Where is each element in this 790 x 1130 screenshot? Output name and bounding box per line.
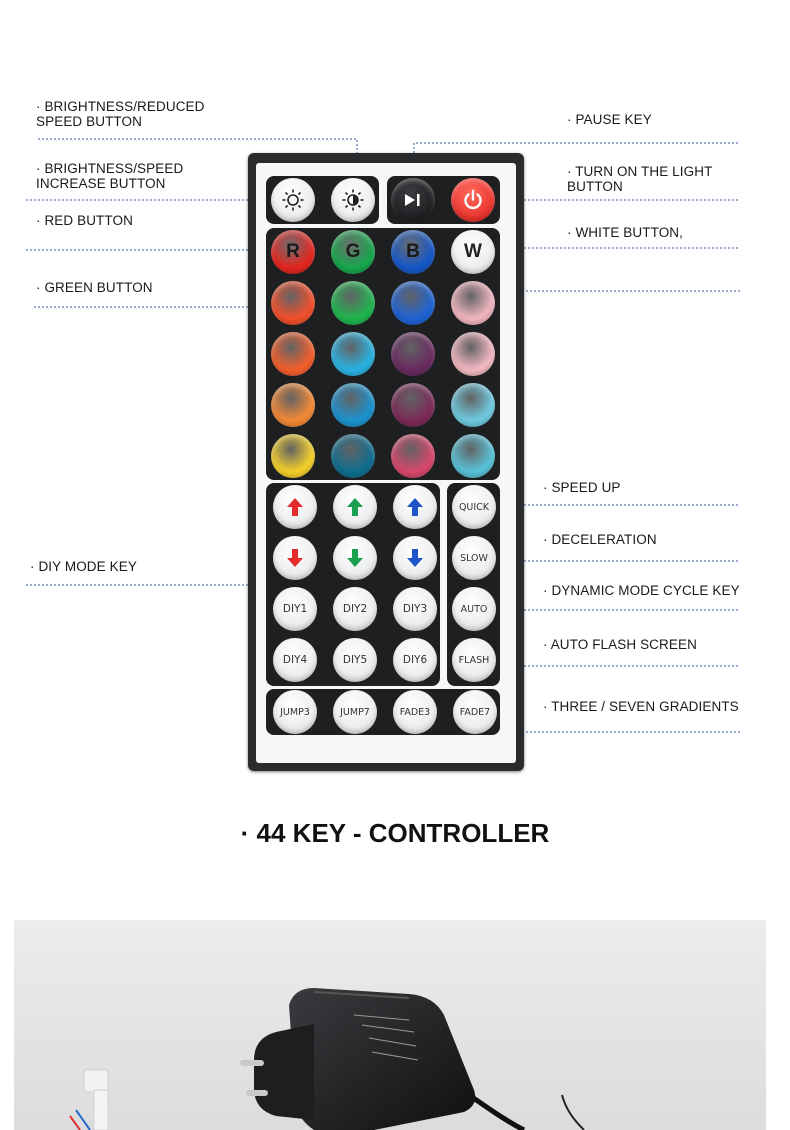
color-button[interactable] <box>391 434 435 478</box>
sun-dim-icon <box>281 188 305 212</box>
play-pause-icon <box>402 191 424 209</box>
diy4-button[interactable]: DIY4 <box>273 638 317 682</box>
label-diy-mode: · DIY MODE KEY <box>30 559 137 574</box>
blue-down-button[interactable] <box>393 536 437 580</box>
color-button[interactable] <box>451 332 495 376</box>
label-pause-key: · PAUSE KEY <box>567 112 652 127</box>
arrow-up-icon <box>405 496 425 518</box>
label-auto-flash: · AUTO FLASH SCREEN <box>543 637 697 652</box>
color-button[interactable] <box>391 383 435 427</box>
power-adapter-image <box>14 920 766 1130</box>
label-speed-up: · SPEED UP <box>543 480 621 495</box>
label-brightness-reduced: · BRIGHTNESS/REDUCED SPEED BUTTON <box>36 99 205 129</box>
red-down-button[interactable] <box>273 536 317 580</box>
jump3-button[interactable]: JUMP3 <box>273 690 317 734</box>
sun-bright-icon <box>341 188 365 212</box>
label-brightness-increase: · BRIGHTNESS/SPEED INCREASE BUTTON <box>36 161 184 191</box>
red-button[interactable]: R <box>271 230 315 274</box>
arrow-down-icon <box>405 547 425 569</box>
diy5-button[interactable]: DIY5 <box>333 638 377 682</box>
color-button[interactable] <box>271 383 315 427</box>
label-deceleration: · DECELERATION <box>543 532 657 547</box>
diy3-button[interactable]: DIY3 <box>393 587 437 631</box>
label-gradients: · THREE / SEVEN GRADIENTS <box>543 699 739 714</box>
white-button[interactable]: W <box>451 230 495 274</box>
fade3-button[interactable]: FADE3 <box>393 690 437 734</box>
flash-button[interactable]: FLASH <box>452 638 496 682</box>
color-button[interactable] <box>271 281 315 325</box>
play-pause-button[interactable] <box>391 178 435 222</box>
jump7-button[interactable]: JUMP7 <box>333 690 377 734</box>
power-icon <box>461 188 485 212</box>
label-green-button: · GREEN BUTTON <box>36 280 153 295</box>
arrow-down-icon <box>345 547 365 569</box>
label-red-button: · RED BUTTON <box>36 213 133 228</box>
arrow-down-icon <box>285 547 305 569</box>
blue-up-button[interactable] <box>393 485 437 529</box>
color-button[interactable] <box>331 281 375 325</box>
green-button[interactable]: G <box>331 230 375 274</box>
diy2-button[interactable]: DIY2 <box>333 587 377 631</box>
blue-button[interactable]: B <box>391 230 435 274</box>
label-dynamic-mode: · DYNAMIC MODE CYCLE KEY <box>543 583 740 598</box>
green-up-button[interactable] <box>333 485 377 529</box>
red-up-button[interactable] <box>273 485 317 529</box>
color-button[interactable] <box>391 332 435 376</box>
arrow-up-icon <box>285 496 305 518</box>
label-turn-on: · TURN ON THE LIGHT BUTTON <box>567 164 713 194</box>
color-button[interactable] <box>271 434 315 478</box>
fade7-button[interactable]: FADE7 <box>453 690 497 734</box>
power-button[interactable] <box>451 178 495 222</box>
slow-button[interactable]: SLOW <box>452 536 496 580</box>
color-button[interactable] <box>271 332 315 376</box>
label-white-button: · WHITE BUTTON, <box>567 225 683 240</box>
color-button[interactable] <box>331 332 375 376</box>
page-title: · 44 KEY - CONTROLLER <box>240 818 550 848</box>
quick-button[interactable]: QUICK <box>452 485 496 529</box>
auto-button[interactable]: AUTO <box>452 587 496 631</box>
diy6-button[interactable]: DIY6 <box>393 638 437 682</box>
diy1-button[interactable]: DIY1 <box>273 587 317 631</box>
green-down-button[interactable] <box>333 536 377 580</box>
color-button[interactable] <box>391 281 435 325</box>
brightness-up-button[interactable] <box>331 178 375 222</box>
brightness-down-button[interactable] <box>271 178 315 222</box>
color-button[interactable] <box>331 383 375 427</box>
color-button[interactable] <box>331 434 375 478</box>
color-button[interactable] <box>451 383 495 427</box>
color-button[interactable] <box>451 281 495 325</box>
power-adapter-photo <box>14 920 766 1130</box>
arrow-up-icon <box>345 496 365 518</box>
color-button[interactable] <box>451 434 495 478</box>
